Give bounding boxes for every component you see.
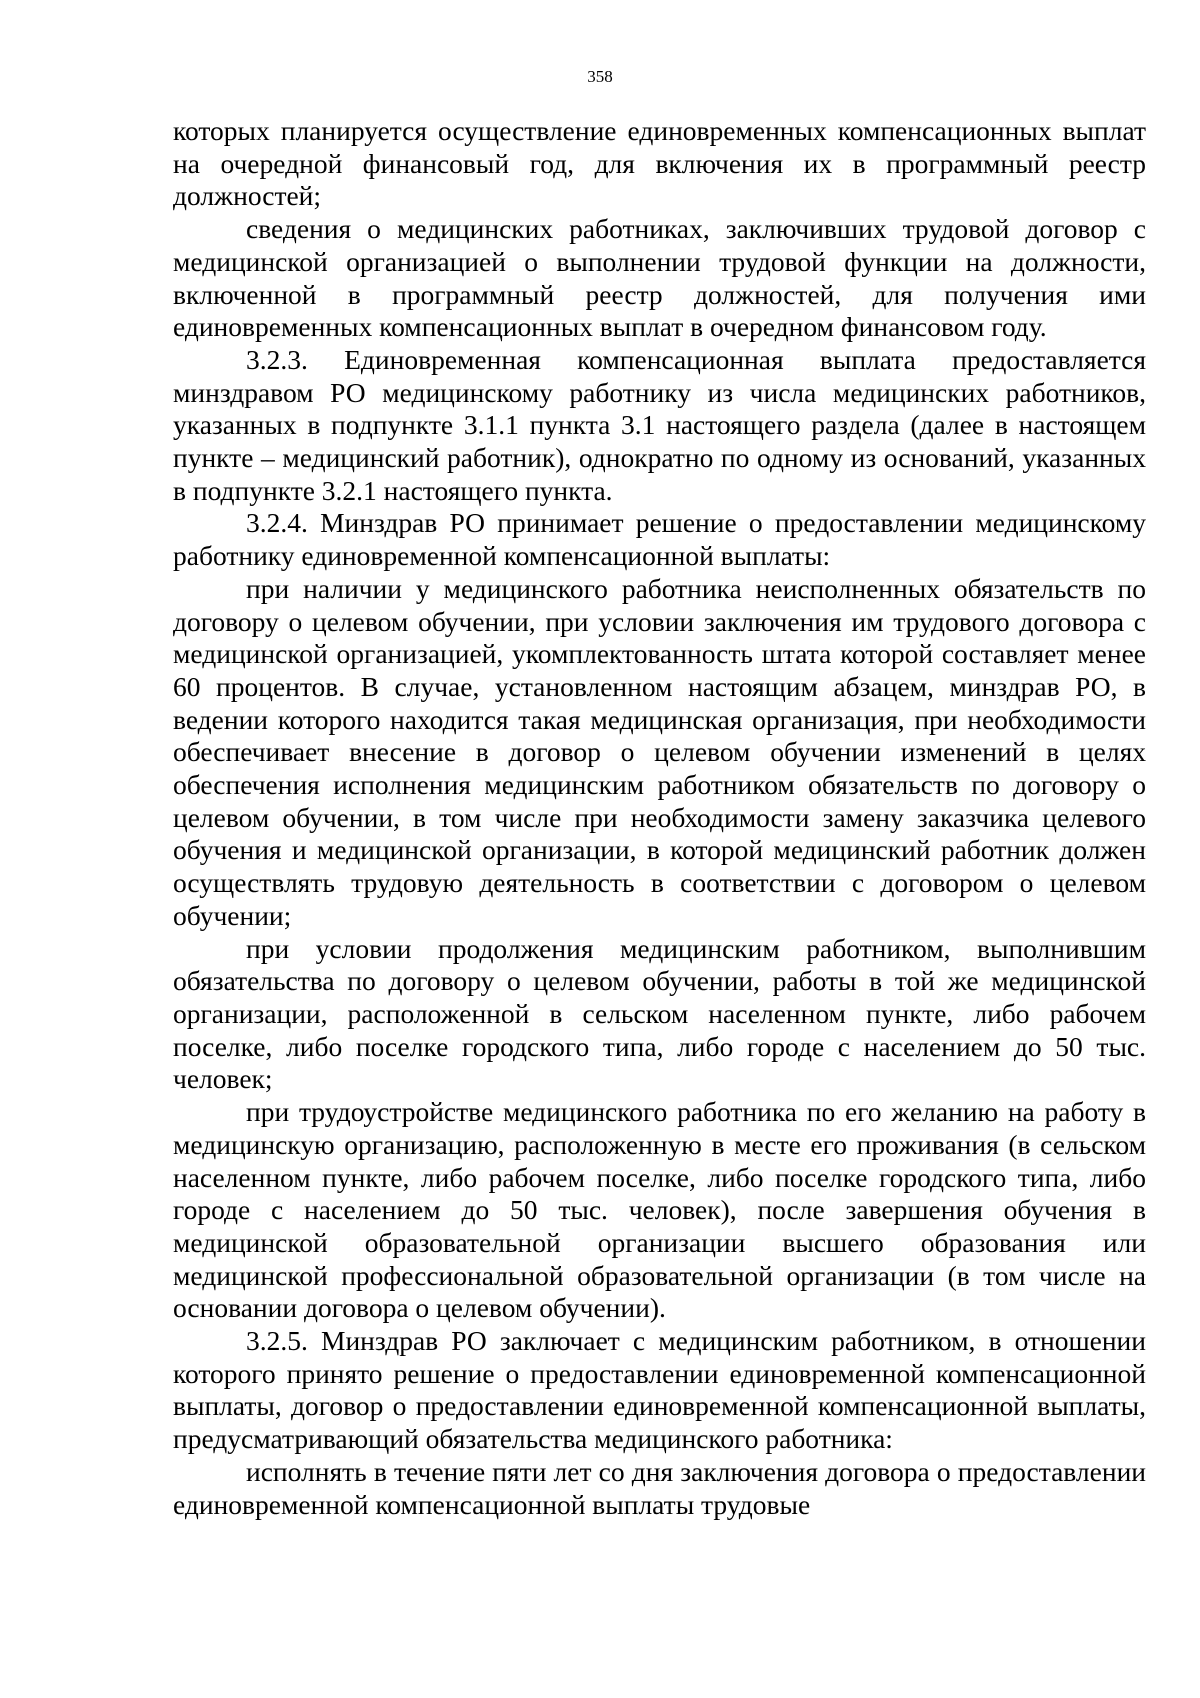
paragraph-3-2-3: 3.2.3. Единовременная компенсационная выплата предоставляется минздравом РО медицинскому работнику из числа медицинских работников, указанных в подпункте 3.1.1 пункта 3.1 настоящего раздела (далее в настоящем пункте – медицинский работник), однократно по одному из оснований, указанных в подпункте 3.2.1 настоящего пункта. bbox=[173, 343, 1146, 506]
paragraph-3-2-4: 3.2.4. Минздрав РО принимает решение о предоставлении медицинскому работнику единовременной компенсационной выплаты: bbox=[173, 507, 1146, 572]
paragraph-condition-continued-work: при условии продолжения медицинским работником, выполнившим обязательства по договору о целевом обучении, работы в той же медицинской организации, расположенной в сельском населенном пункте, либо рабочем поселке, либо поселке городского типа, либо городе с населением до 50 тыс. человек; bbox=[173, 932, 1146, 1095]
page-number: 358 bbox=[587, 67, 613, 86]
paragraph-condition-targeted-training: при наличии у медицинского работника неисполненных обязательств по договору о целевом обучении, при условии заключения им трудового договора с медицинской организацией, укомплектованность штата которой составляет менее 60 процентов. В случае, установленном настоящим абзацем, минздрав РО, в ведении которого находится такая медицинская организация, при необходимости обеспечивает внесение в договор о целевом обучении изменений в целях обеспечения исполнения медицинским работником обязательств по договору о целевом обучении, в том числе при необходимости замену заказчика целевого обучения и медицинской организации, в которой медицинский работник должен осуществлять трудовую деятельность в соответствии с договором о целевом обучении; bbox=[173, 572, 1146, 931]
paragraph-3-2-5: 3.2.5. Минздрав РО заключает с медицинским работником, в отношении которого принято решение о предоставлении единовременной компенсационной выплаты, договор о предоставлении единовременной компенсационной выплаты, предусматривающий обязательства медицинского работника: bbox=[173, 1325, 1146, 1455]
paragraph-condition-employment: при трудоустройстве медицинского работника по его желанию на работу в медицинскую организацию, расположенную в месте его проживания (в сельском населенном пункте, либо рабочем поселке, либо поселке городского типа, либо городе с населением до 50 тыс. человек), после завершения обучения в медицинской образовательной организации высшего образования или медицинской профессиональной образовательной организации (в том числе на основании договора о целевом обучении). bbox=[173, 1096, 1146, 1324]
paragraph-obligation-five-years: исполнять в течение пяти лет со дня заключения договора о предоставлении единовременной компенсационной выплаты трудовые bbox=[173, 1455, 1146, 1520]
document-body bbox=[173, 115, 1146, 1521]
paragraph-medical-workers-info: сведения о медицинских работниках, заключивших трудовой договор с медицинской организацией о выполнении трудовой функции на должности, включенной в программный реестр должностей, для получения ими единовременных компенсационных выплат в очередном финансовом году. bbox=[173, 213, 1146, 343]
paragraph-continuation: которых планируется осуществление единовременных компенсационных выплат на очередной финансовый год, для включения их в программный реестр должностей; bbox=[173, 115, 1146, 212]
